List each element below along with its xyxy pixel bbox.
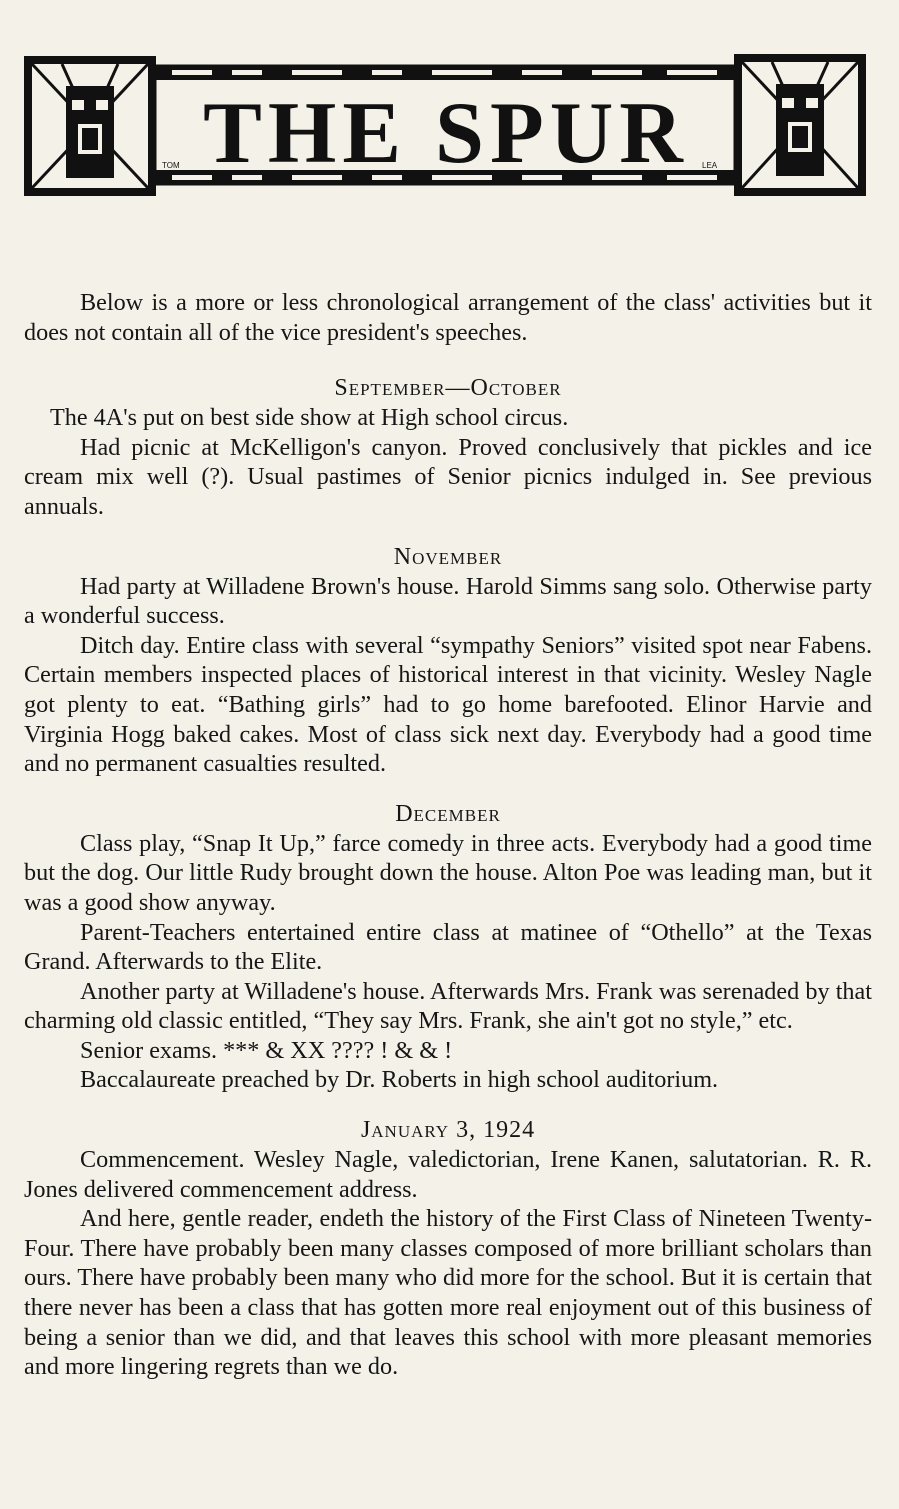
section-heading-september-october: September—October: [334, 375, 562, 402]
paragraph: Ditch day. Entire class with several “sympathy Seniors” visited spot near Fabens. Certain members inspected places of historical interest in that vicinity. Wesley Nagle got plenty to eat. “Bathing girls” had to go home barefooted. Elinor Harvie and Virginia Hogg baked cakes. Most of class sick next day. Everybody had a good time and no permanent casualties resulted.: [24, 631, 872, 778]
masthead-banner: [22, 52, 868, 198]
section-heading-december: December: [395, 800, 501, 827]
paragraph: Commencement. Wesley Nagle, valedictorian, Irene Kanen, salutatorian. R. R. Jones delivered commencement address.: [24, 1146, 872, 1203]
paragraph: Class play, “Snap It Up,” farce comedy in three acts. Everybody had a good time but the dog. Our little Rudy brought down the house. Alton Poe was leading man, but it was a good show anyway.: [24, 829, 872, 916]
paragraph: Senior exams. *** & XX ???? ! & & !: [80, 1036, 453, 1064]
masthead-title: THE SPUR: [203, 85, 689, 182]
intro-paragraph: Below is a more or less chronological arrangement of the class' activities but it does not contain all of the vice president's speeches.: [24, 289, 872, 346]
masthead-artwork: [22, 52, 868, 198]
artist-signature-left: TOM: [162, 161, 180, 170]
paragraph: Another party at Willadene's house. Afterwards Mrs. Frank was serenaded by that charming old classic entitled, “They say Mrs. Frank, she ain't got no style,” etc.: [24, 977, 872, 1035]
left-kachina-emblem: [24, 56, 156, 196]
paragraph: And here, gentle reader, endeth the history of the First Class of Nineteen Twenty-Four. There have probably been many classes composed of more brilliant scholars than ours. There have probably been many who did more for the school. But it is certain that there never has been a class that has gotten more real enjoyment out of this business of being a senior than we did, and that leaves this school with more pleasant memories and more lingering regrets than we do.: [24, 1205, 872, 1381]
paragraph: Had party at Willadene Brown's house. Harold Simms sang solo. Otherwise party a wonderful success.: [24, 572, 872, 630]
paragraph: The 4A's put on best side show at High school circus.: [50, 404, 569, 432]
paragraph: Parent-Teachers entertained entire class at matinee of “Othello” at the Texas Grand. Afterwards to the Elite.: [24, 918, 872, 976]
article-body: [24, 288, 872, 1382]
section-heading-january: January 3, 1924: [360, 1117, 536, 1144]
paragraph: Had picnic at McKelligon's canyon. Proved conclusively that pickles and ice cream mix well (?). Usual pastimes of Senior picnics indulged in. See previous annuals.: [24, 433, 872, 520]
paragraph: Baccalaureate preached by Dr. Roberts in high school auditorium.: [80, 1066, 719, 1094]
section-heading-november: November: [393, 543, 503, 570]
artist-signature-right: LEA: [702, 161, 718, 170]
right-kachina-emblem: [734, 54, 866, 196]
